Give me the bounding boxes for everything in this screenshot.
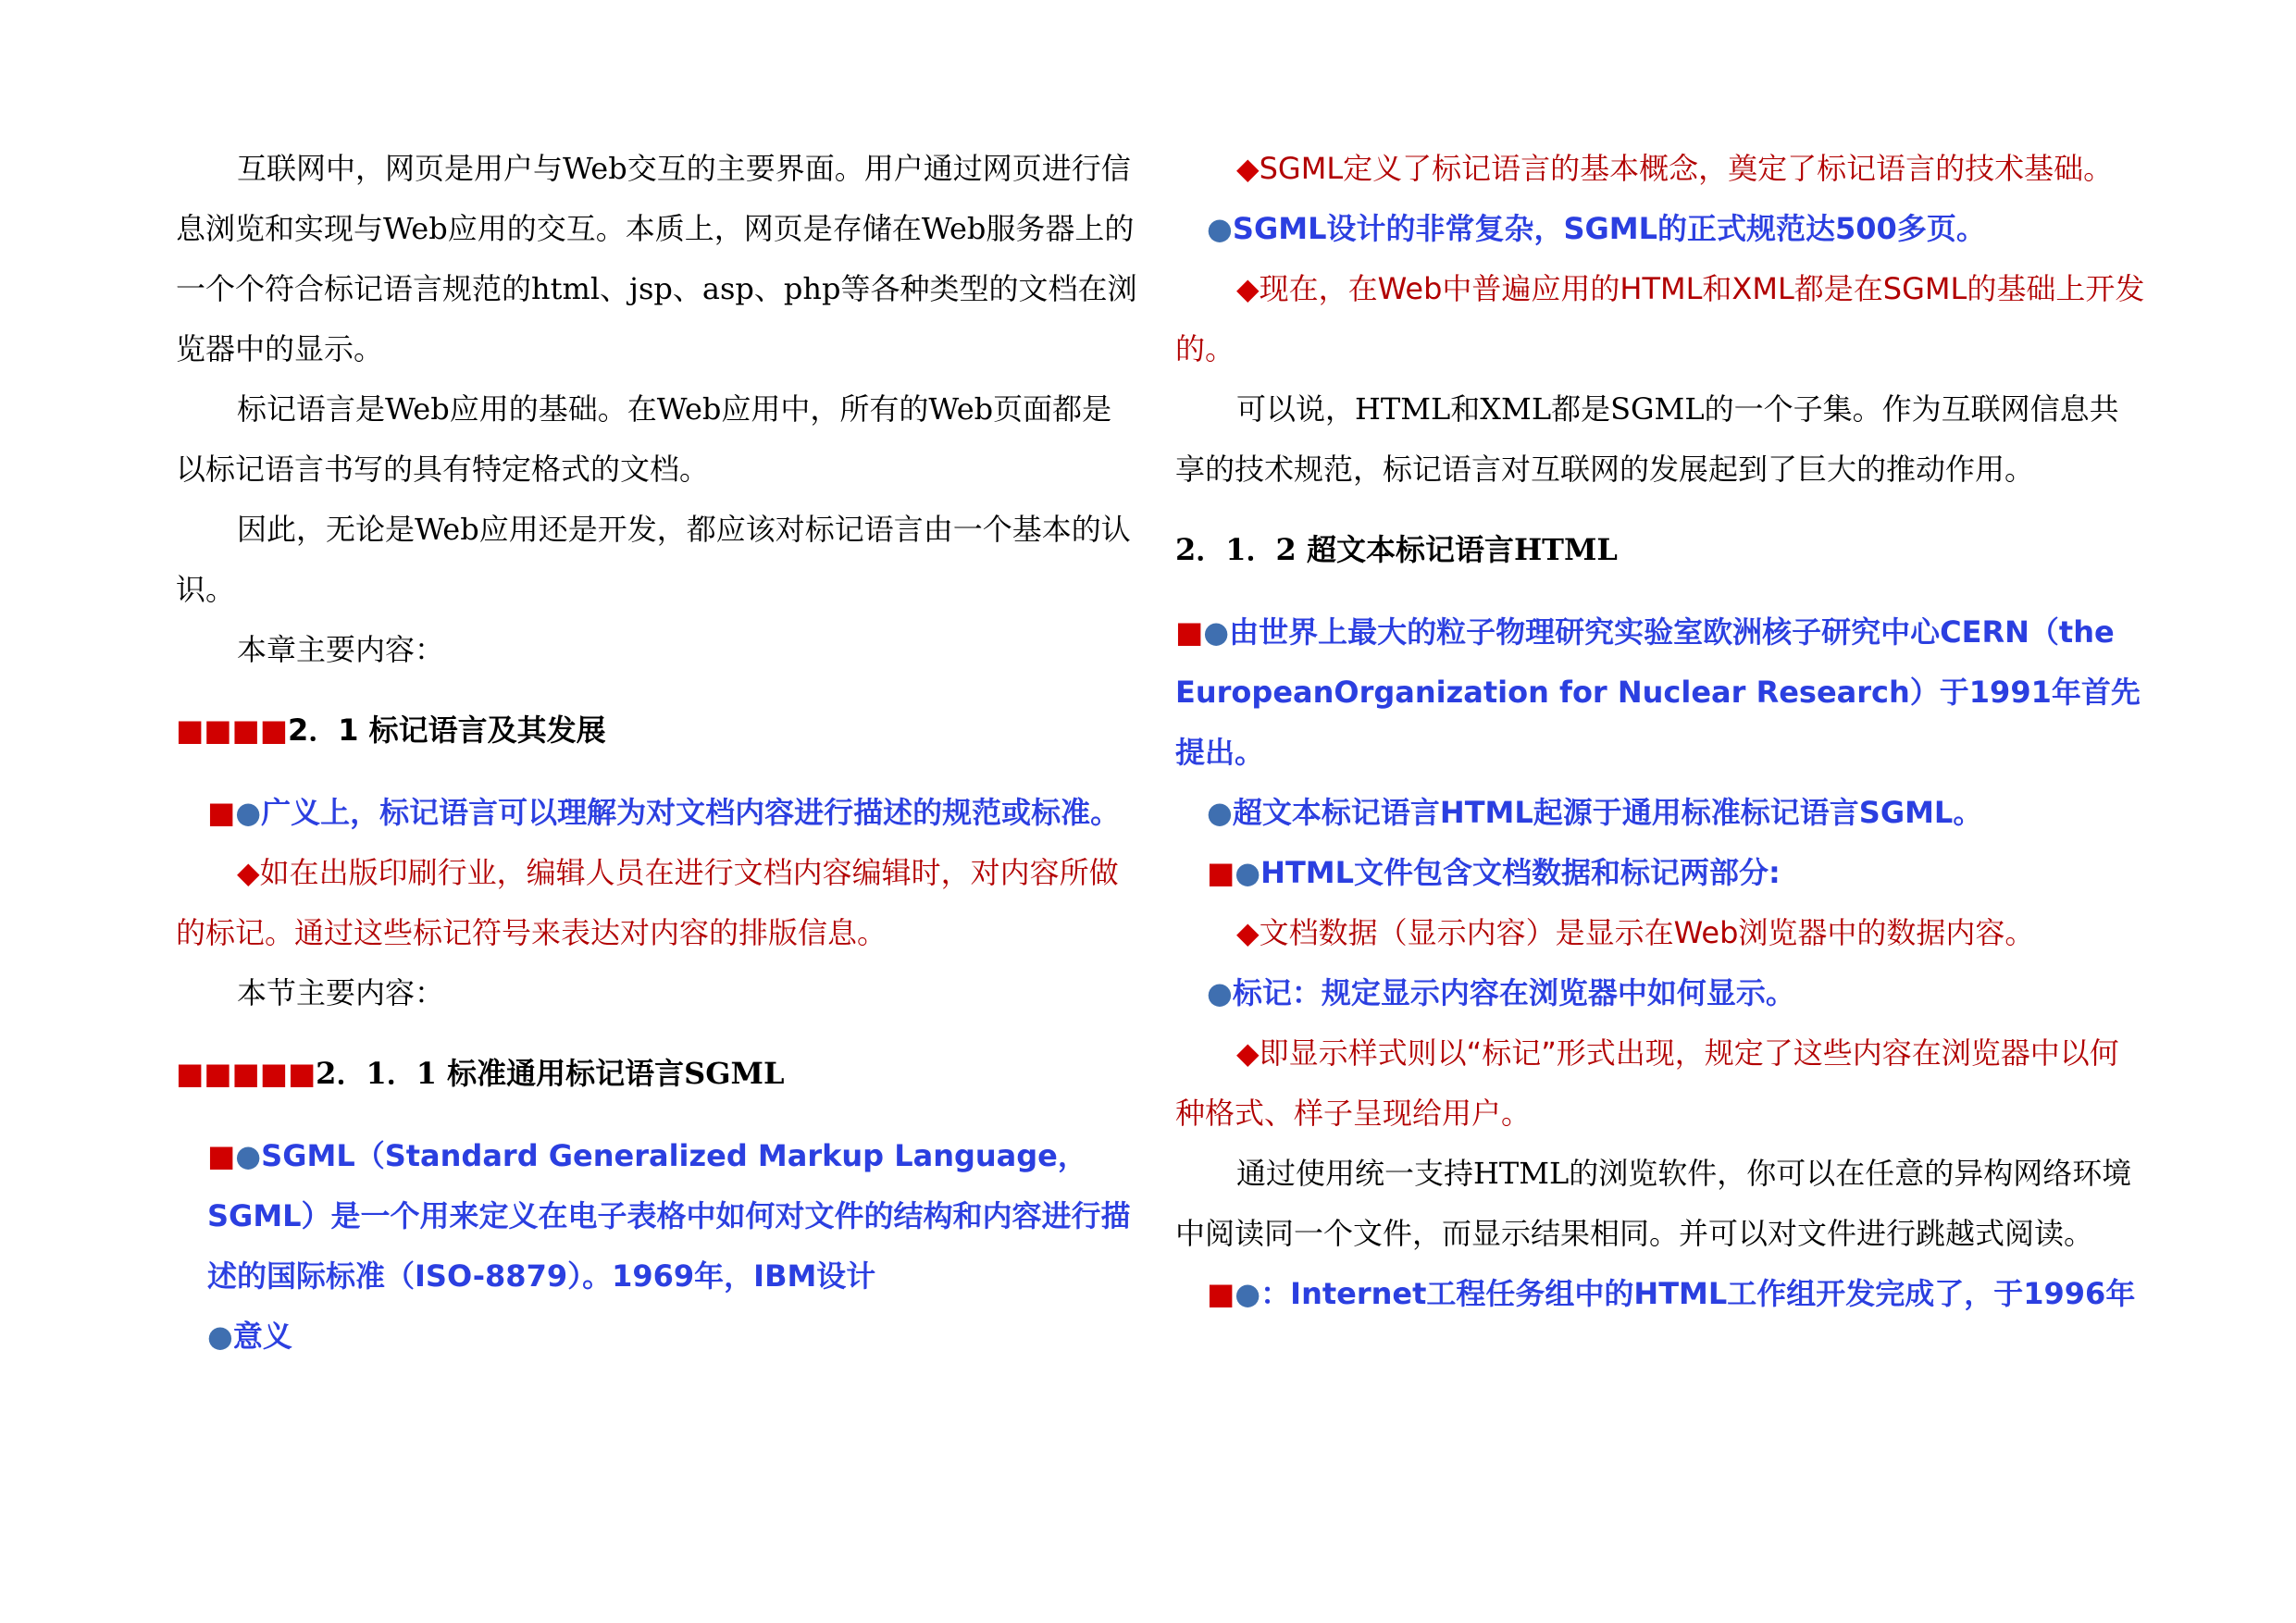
sgml-concept [1175,139,2147,199]
bullet-markers: ■● [1207,1276,1261,1311]
round-bullet: ● [1207,975,1233,1010]
sgml-definition-text: SGML（Standard Generalized Markup Language，SGML）是一个用来定义在电子表格中如何对文件的结构和内容进行描述的国际标准（ISO-8879）。1969年，IBM设计 [207,1138,1131,1294]
html-parts-text: HTML文件包含文档数据和标记两部分: [1260,855,1781,890]
right-column [1175,139,2147,1324]
document-data-text: 文档数据（显示内容）是显示在Web浏览器中的数据内容。 [1259,915,2035,950]
bullet-markers: ■● [207,795,262,830]
chapter-contents-label: 本章主要内容： [237,632,445,667]
section-contents-label: 本节主要内容： [237,975,445,1010]
heading-2-1-text: 2．1 标记语言及其发展 [287,712,606,748]
markup-definition [176,783,1138,843]
round-bullet: ● [207,1319,233,1354]
red-square-bullets: ■■■■ [176,712,288,748]
diamond-bullet: ◆ [237,855,260,890]
html-sgml-origin-text: 超文本标记语言HTML起源于通用标准标记语言SGML。 [1232,795,1983,830]
diamond-bullet: ◆ [1236,271,1260,306]
sgml-complexity [1175,199,2147,259]
round-bullet: ● [1207,211,1233,246]
w3c-item [1175,1264,2147,1324]
markup-tags [1175,963,2147,1023]
subset-paragraph: 可以说，HTML和XML都是SGML的一个子集。作为互联网信息共享的技术规范，标记语言对互联网的发展起到了巨大的推动作用。 [1175,391,2119,487]
html-sgml-origin [1175,783,2147,843]
intro-paragraph-3: 因此，无论是Web应用还是开发，都应该对标记语言由一个基本的认识。 [176,512,1131,607]
publishing-example-text: 如在出版印刷行业，编辑人员在进行文档内容编辑时，对内容所做的标记。通过这些标记符号来表达对内容的排版信息。 [176,855,1119,950]
publishing-example [176,843,1138,963]
display-style [1175,1023,2147,1144]
heading-2-1-1 [176,1044,1138,1104]
heading-2-1-1-text: 2．1．1 标准通用标记语言SGML [316,1056,785,1091]
display-style-text: 即显示样式则以“标记”形式出现，规定了这些内容在浏览器中以何种格式、样子呈现给用户。 [1175,1035,2119,1131]
heading-2-1-2: 2．1．2 超文本标记语言HTML [1175,532,1618,567]
cern-origin [1175,602,2147,783]
w3c-item-text: ：Internet工程任务组中的HTML工作组开发完成了，于1996年 [1260,1276,2136,1311]
round-bullet: ● [1207,795,1233,830]
html-xml-origin-text: 现在，在Web中普遍应用的HTML和XML都是在SGML的基础上开发的。 [1175,271,2145,366]
diamond-bullet: ◆ [1236,1035,1260,1071]
intro-paragraph-2: 标记语言是Web应用的基础。在Web应用中，所有的Web页面都是以标记语言书写的具有特定格式的文档。 [176,391,1112,487]
left-column [176,139,1138,1367]
markup-tags-text: 标记：规定显示内容在浏览器中如何显示。 [1232,975,1795,1010]
document-data [1175,903,2147,963]
bullet-markers: ■● [207,1138,262,1173]
bullet-markers: ■● [1207,855,1261,890]
html-xml-origin [1175,259,2147,379]
intro-paragraph-1: 互联网中，网页是用户与Web交互的主要界面。用户通过网页进行信息浏览和实现与Web应用的交互。本质上，网页是存储在Web服务器上的一个个符合标记语言规范的html、jsp、asp、php等各种类型的文档在浏览器中的显示。 [176,151,1137,366]
html-parts [1175,843,2147,903]
markup-definition-text: 广义上，标记语言可以理解为对文档内容进行描述的规范或标准。 [261,795,1121,830]
browser-paragraph: 通过使用统一支持HTML的浏览软件，你可以在任意的异构网络环境中阅读同一个文件，而显示结果相同。并可以对文件进行跳越式阅读。 [1175,1156,2132,1251]
sgml-definition [176,1126,1138,1307]
sgml-concept-text: SGML定义了标记语言的基本概念，奠定了标记语言的技术基础。 [1259,151,2114,186]
sgml-complexity-text: SGML设计的非常复杂，SGML的正式规范达500多页。 [1232,211,1986,246]
heading-2-1 [176,700,1138,761]
diamond-bullet: ◆ [1236,915,1260,950]
red-square-bullets: ■■■■■ [176,1056,316,1091]
cern-origin-text: 由世界上最大的粒子物理研究实验室欧洲核子研究中心CERN（the EuropeanOrganization for Nuclear Research）于1991年首先提出。 [1175,614,2141,770]
diamond-bullet: ◆ [1236,151,1260,186]
meaning-text: 意义 [232,1319,292,1354]
meaning-item [176,1307,1138,1367]
bullet-markers: ■● [1175,614,1230,650]
